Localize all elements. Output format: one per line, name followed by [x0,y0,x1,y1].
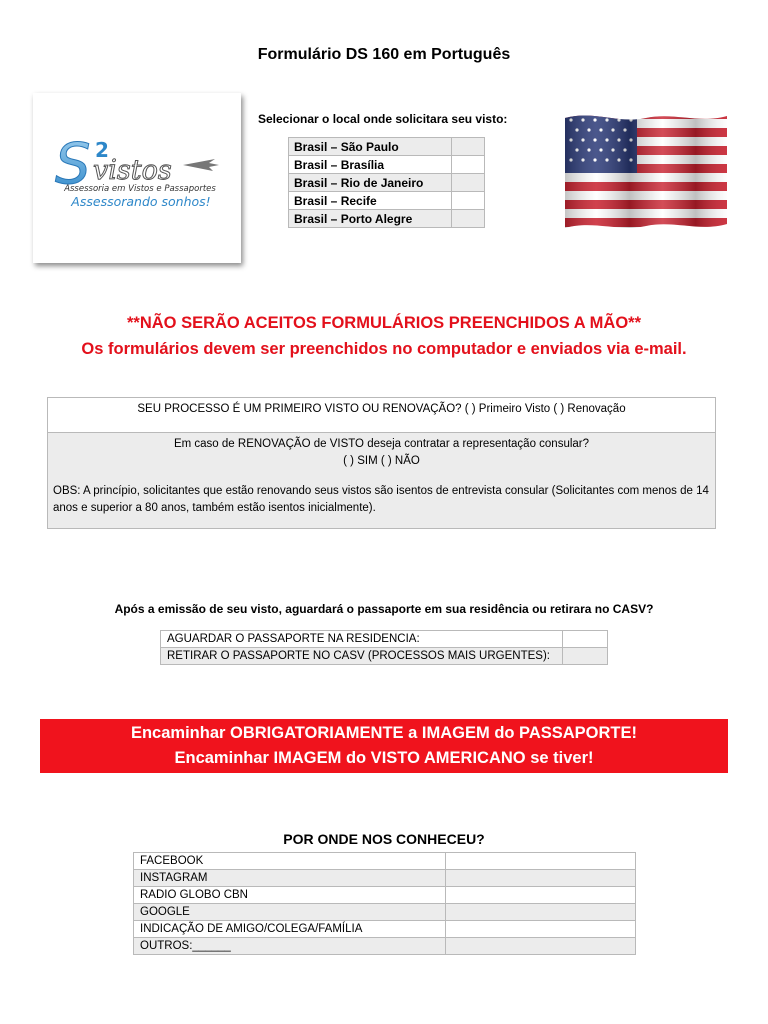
location-option: Brasil – São Paulo [289,138,452,156]
renewal-question: Em caso de RENOVAÇÃO de VISTO deseja contratar a representação consular? [173,438,590,450]
table-row [289,192,485,210]
location-option: Brasil – Rio de Janeiro [289,174,452,192]
location-checkbox[interactable] [452,192,485,210]
svg-text:2: 2 [95,138,109,162]
obs-note: OBS: A princípio, solicitantes que estão renovando seus vistos são isentos de entrevista consular (Solicitantes com menos de 14 anos e superior a 80 anos, também estão isentos inicialmente). [53,485,709,514]
location-option: Brasil – Recife [289,192,452,210]
mandatory-banner [40,719,728,773]
banner-line-2: Encaminhar IMAGEM do VISTO AMERICANO se tiver! [174,749,594,767]
table-row [134,870,636,887]
banner-line-1: Encaminhar OBRIGATORIAMENTE a IMAGEM do PASSAPORTE! [130,724,638,742]
visa-type-question[interactable]: SEU PROCESSO É UM PRIMEIRO VISTO OU RENOVAÇÃO? ( ) Primeiro Visto ( ) Renovação [48,398,715,432]
process-section [47,397,716,529]
location-option: Brasil – Brasília [289,156,452,174]
table-row [289,210,485,228]
passport-option: RETIRAR O PASSAPORTE NO CASV (PROCESSOS MAIS URGENTES): [161,648,563,665]
passport-question: Após a emissão de seu visto, aguardará o passaporte em sua residência ou retirara no CASV? [114,602,654,616]
table-row [161,648,608,665]
company-logo [33,93,241,263]
usa-flag-icon [563,110,729,234]
location-table [288,137,485,228]
location-checkbox[interactable] [452,138,485,156]
table-row [134,938,636,955]
location-option: Brasil – Porto Alegre [289,210,452,228]
svg-text:S: S [55,132,91,197]
passport-table [160,630,608,665]
referral-option: GOOGLE [134,904,446,921]
referral-field[interactable] [446,921,636,938]
table-row [161,631,608,648]
referral-field[interactable] [446,853,636,870]
warning-line-1: **NÃO SERÃO ACEITOS FORMULÁRIOS PREENCHIDOS A MÃO** [127,314,641,332]
table-row [289,156,485,174]
table-row [134,853,636,870]
table-row [134,921,636,938]
referral-option: INDICAÇÃO DE AMIGO/COLEGA/FAMÍLIA [134,921,446,938]
referral-field[interactable] [446,938,636,955]
table-row [134,887,636,904]
referral-table [133,852,636,955]
svg-text:vistos: vistos [93,155,172,186]
referral-field[interactable] [446,904,636,921]
referral-option: FACEBOOK [134,853,446,870]
passport-checkbox[interactable] [563,631,608,648]
table-row [134,904,636,921]
renewal-section [48,432,715,528]
location-checkbox[interactable] [452,174,485,192]
location-label: Selecionar o local onde solicitara seu visto: [258,112,508,126]
page-title: Formulário DS 160 em Português [257,46,511,63]
s2vistos-logo-icon [33,93,241,263]
referral-option: RADIO GLOBO CBN [134,887,446,904]
warning-line-2: Os formulários devem ser preenchidos no computador e enviados via e-mail. [81,340,687,358]
passport-option: AGUARDAR O PASSAPORTE NA RESIDENCIA: [161,631,563,648]
passport-checkbox[interactable] [563,648,608,665]
referral-option: INSTAGRAM [134,870,446,887]
referral-title: POR ONDE NOS CONHECEU? [283,831,485,847]
referral-field[interactable] [446,887,636,904]
logo-slogan: Assessorando sonhos! [71,194,211,209]
referral-option: OUTROS:______ [134,938,446,955]
logo-tagline: Assessoria em Vistos e Passaportes [64,184,216,194]
location-checkbox[interactable] [452,210,485,228]
location-checkbox[interactable] [452,156,485,174]
table-row [289,174,485,192]
referral-field[interactable] [446,870,636,887]
table-row [289,138,485,156]
renewal-options[interactable]: ( ) SIM ( ) NÃO [343,455,420,467]
